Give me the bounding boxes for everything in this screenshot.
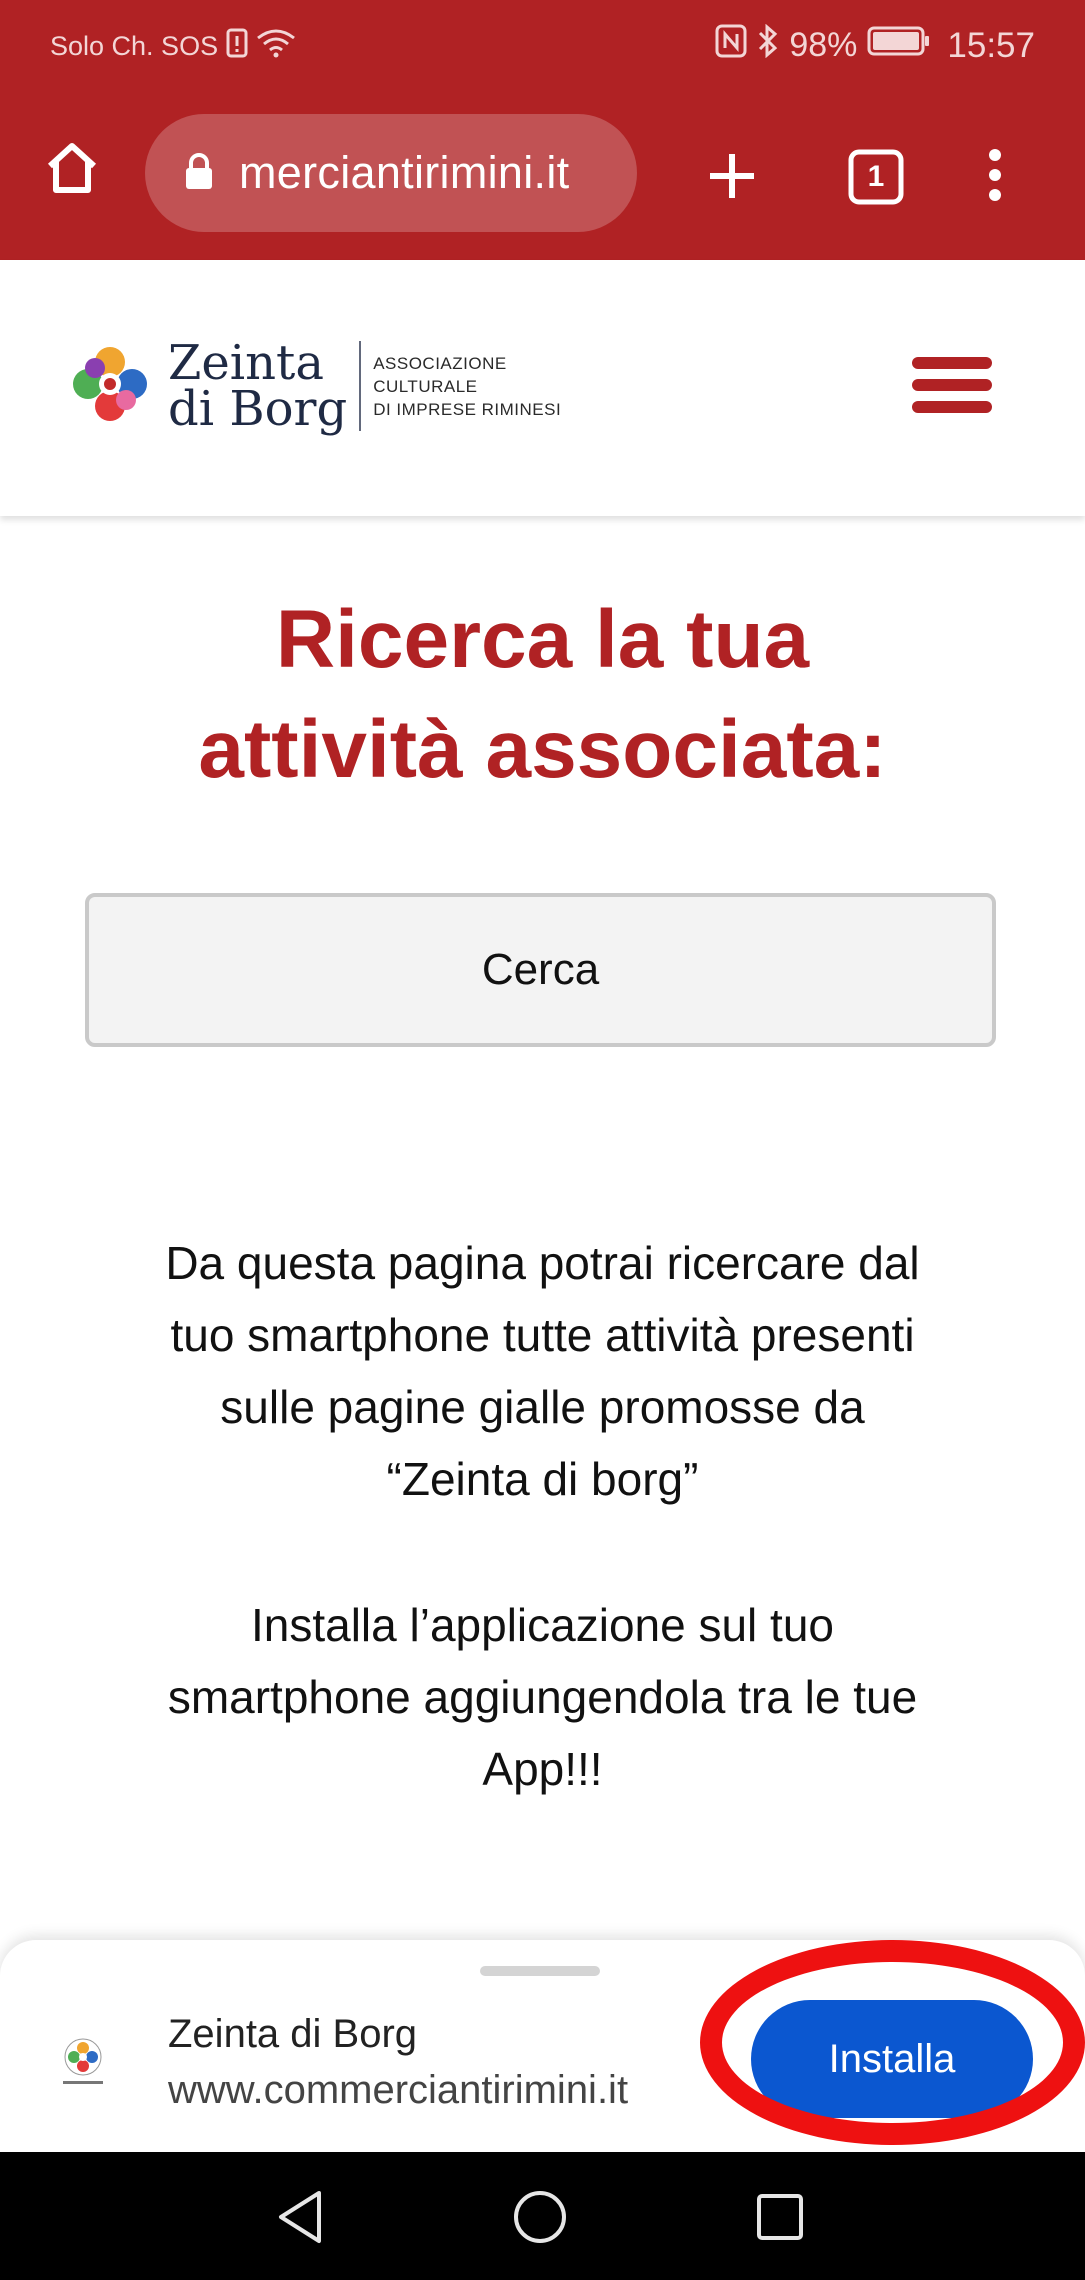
address-bar[interactable]	[145, 114, 637, 232]
wifi-icon	[256, 28, 296, 65]
logo-sub-line1: ASSOCIAZIONE	[373, 353, 507, 373]
tab-count: 1	[867, 160, 885, 193]
sim-alert-icon	[226, 28, 248, 65]
install-hint-paragraph	[70, 1589, 1015, 1805]
install-hint-line: smartphone aggiungendola tra le tue	[167, 1671, 918, 1723]
logo-subtitle	[373, 352, 561, 421]
sheet-drag-handle[interactable]	[480, 1966, 600, 1976]
install-button[interactable]: Installa	[751, 2000, 1033, 2118]
logo-divider	[359, 341, 361, 431]
install-hint-line: Installa l’applicazione sul tuo	[250, 1599, 835, 1651]
hamburger-menu-icon[interactable]	[910, 355, 994, 420]
install-app-url: www.commerciantirimini.it	[168, 2068, 629, 2112]
system-nav-bar	[0, 2152, 1085, 2280]
page-title	[0, 585, 1085, 805]
page-title-line1: Ricerca la tua	[275, 594, 810, 685]
logo-sub-line2: CULTURALE	[373, 376, 478, 396]
back-triangle-icon[interactable]	[265, 2182, 335, 2252]
nfc-icon	[715, 24, 747, 67]
clock: 15:57	[947, 25, 1035, 65]
status-left	[50, 28, 296, 65]
lock-icon	[183, 151, 215, 196]
description-line: “Zeinta di borg”	[386, 1453, 699, 1505]
url-text: merciantirimini.it	[239, 147, 570, 198]
highlight-annotation-circle	[700, 1940, 1085, 2145]
install-app-name: Zeinta di Borg	[168, 2012, 418, 2056]
tab-switcher-icon[interactable]	[843, 144, 909, 210]
description-line: Da questa pagina potrai ricercare dal	[165, 1237, 920, 1289]
site-logo[interactable]	[68, 326, 561, 446]
description-line: sulle pagine gialle promosse da	[220, 1381, 865, 1433]
battery-percent: 98%	[789, 26, 858, 64]
kebab-menu-icon[interactable]	[980, 142, 1010, 208]
logo-title	[168, 335, 348, 437]
status-bar	[0, 0, 1085, 92]
app-icon	[55, 2035, 111, 2091]
plus-icon[interactable]	[700, 144, 764, 208]
logo-title-line1: Zeinta	[168, 335, 324, 391]
flower-logo-icon	[68, 342, 152, 431]
home-icon[interactable]	[40, 136, 104, 200]
description-paragraph	[70, 1227, 1015, 1515]
description-line: tuo smartphone tutte attività presenti	[170, 1309, 915, 1361]
search-button[interactable]: Cerca	[85, 893, 996, 1047]
browser-toolbar	[0, 92, 1085, 260]
logo-sub-line3: DI IMPRESE RIMINESI	[373, 399, 562, 419]
battery-icon	[867, 26, 931, 65]
status-right	[715, 24, 1035, 67]
logo-title-line2: di Borg	[168, 381, 348, 437]
home-circle-icon[interactable]	[505, 2182, 575, 2252]
install-hint-line: App!!!	[482, 1743, 603, 1795]
bluetooth-icon	[757, 24, 779, 67]
page-title-line2: attività associata:	[198, 704, 887, 795]
recents-square-icon[interactable]	[745, 2182, 815, 2252]
carrier-label: Solo Ch. SOS	[50, 31, 219, 61]
